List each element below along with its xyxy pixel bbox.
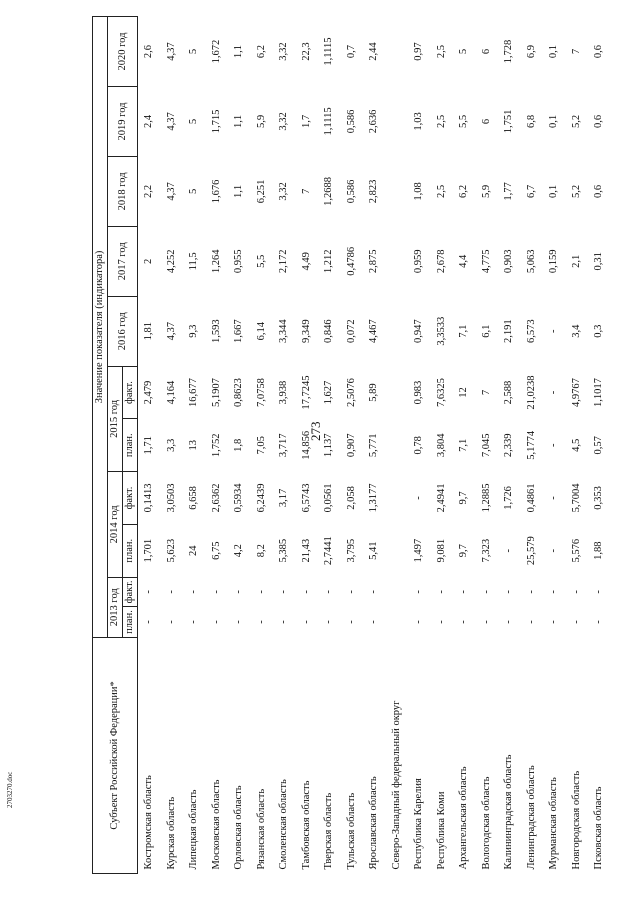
page-number: 273 xyxy=(308,421,323,441)
cell-y2017: 0,159 xyxy=(548,249,560,274)
cell-y2014-plan: 24 xyxy=(188,545,200,556)
region-name: Тверская область xyxy=(323,792,335,870)
cell-y2013-fact: - xyxy=(458,590,470,594)
cell-y2016: 3,344 xyxy=(278,319,290,344)
header-year-2020: 2020 год xyxy=(108,17,138,87)
cell-y2017: 2,1 xyxy=(570,254,582,268)
cell-y2014-fact: - xyxy=(548,496,560,500)
footer-file-name: 2703270.doc xyxy=(6,771,14,808)
cell-y2020: 6,9 xyxy=(525,44,537,59)
table-row xyxy=(341,17,364,874)
cell-y2014-plan: 21,43 xyxy=(300,538,312,563)
cell-y2015-fact: 7,0758 xyxy=(255,378,267,407)
cell-y2020: 22,3 xyxy=(300,42,312,61)
cell-y2013-fact: - xyxy=(143,590,155,594)
cell-y2018: 2,823 xyxy=(368,179,380,204)
header-2013-fact: факт. xyxy=(123,577,138,607)
cell-y2015-plan: 3,717 xyxy=(278,433,290,458)
cell-y2014-plan: 8,2 xyxy=(255,544,267,558)
cell-y2018 xyxy=(386,156,409,226)
cell-y2015-fact: 1,1017 xyxy=(593,378,605,407)
cell-y2013-fact xyxy=(386,577,409,607)
header-year-2015: 2015 год xyxy=(108,366,123,471)
cell-y2018: 1,2688 xyxy=(323,176,335,206)
cell-y2014-fact: 1,726 xyxy=(503,486,515,510)
table-row xyxy=(251,17,274,874)
cell-y2020: 1,728 xyxy=(503,39,515,64)
cell-y2015-plan xyxy=(386,419,409,472)
cell-y2019: 1,715 xyxy=(210,109,222,134)
cell-y2020: 0,6 xyxy=(593,44,605,59)
cell-y2013-fact: - xyxy=(480,590,492,594)
cell-y2013-fact: - xyxy=(210,590,222,594)
cell-y2014-plan xyxy=(386,524,409,577)
cell-y2013-fact: - xyxy=(570,590,582,594)
region-name: Курская область xyxy=(165,796,177,870)
table-row xyxy=(453,17,476,874)
cell-y2017: 0,955 xyxy=(233,249,245,274)
cell-y2013-plan: - xyxy=(593,620,605,624)
cell-y2019: 5,5 xyxy=(458,114,470,129)
cell-y2014-fact: 6,658 xyxy=(188,486,200,510)
cell-y2013-plan: - xyxy=(278,620,290,624)
cell-y2014-fact: 1,2885 xyxy=(480,483,492,513)
cell-y2015-fact: - xyxy=(548,390,560,395)
cell-y2016: 6,573 xyxy=(525,319,537,344)
cell-y2017: 0,959 xyxy=(413,249,425,274)
cell-y2015-plan: 0,78 xyxy=(413,436,425,455)
cell-y2015-fact: 12 xyxy=(458,387,470,398)
cell-y2013-fact: - xyxy=(188,590,200,594)
cell-y2015-plan: 3,3 xyxy=(165,438,177,452)
table-row xyxy=(476,17,499,874)
cell-y2013-plan: - xyxy=(525,620,537,624)
rotated-table-container xyxy=(92,16,611,874)
cell-y2014-fact: 0,353 xyxy=(593,486,605,510)
table-row xyxy=(183,17,206,874)
cell-y2014-fact xyxy=(386,472,409,525)
cell-y2016: 1,593 xyxy=(210,319,222,344)
cell-y2019: 1,751 xyxy=(503,109,515,134)
cell-y2017: 4,49 xyxy=(300,252,312,271)
cell-y2018: 0,586 xyxy=(345,179,357,204)
cell-y2016: 6,1 xyxy=(480,324,492,338)
cell-y2016: 3,3533 xyxy=(435,316,447,346)
region-name: Вологодская область xyxy=(480,776,492,870)
cell-y2014-fact: 0,0561 xyxy=(323,483,335,513)
cell-y2019: 2,4 xyxy=(143,114,155,129)
cell-y2013-fact: - xyxy=(435,590,447,594)
cell-y2015-fact: 0,983 xyxy=(413,380,425,405)
cell-y2015-fact: 3,938 xyxy=(278,380,290,405)
cell-y2020 xyxy=(386,17,409,87)
cell-y2016: - xyxy=(548,329,560,333)
region-name: Ленинградская область xyxy=(525,765,537,870)
cell-y2014-plan: 2,7441 xyxy=(323,536,335,566)
cell-y2013-plan: - xyxy=(548,620,560,624)
cell-y2015-fact: 7 xyxy=(480,389,492,396)
cell-y2013-fact: - xyxy=(548,590,560,594)
cell-y2015-plan: 5,771 xyxy=(368,433,380,458)
cell-y2016: 7,1 xyxy=(458,324,470,338)
cell-y2015-fact: 16,677 xyxy=(188,378,200,407)
cell-y2015-fact: 4,164 xyxy=(165,380,177,405)
cell-y2016: 2,191 xyxy=(503,319,515,344)
table-row xyxy=(363,17,386,874)
cell-y2020: 0,97 xyxy=(413,42,425,61)
cell-y2013-fact: - xyxy=(278,590,290,594)
cell-y2016: 0,072 xyxy=(345,319,357,344)
region-name: Ярославская область xyxy=(368,776,380,870)
table-row xyxy=(408,17,431,874)
header-2014-fact: факт. xyxy=(123,472,138,525)
region-name: Московская область xyxy=(210,779,222,870)
region-name: Республика Карелия xyxy=(413,778,425,870)
cell-y2017: 4,4 xyxy=(458,254,470,268)
cell-y2017: 1,264 xyxy=(210,249,222,274)
cell-y2014-fact: 3,0503 xyxy=(165,483,177,513)
cell-y2017: 1,212 xyxy=(323,249,335,274)
cell-y2015-plan: 0,57 xyxy=(593,436,605,455)
cell-y2014-plan: 5,623 xyxy=(165,538,177,563)
cell-y2014-plan: 1,497 xyxy=(413,538,425,563)
cell-y2020: 6 xyxy=(480,48,492,55)
cell-y2013-plan: - xyxy=(210,620,222,624)
table-row xyxy=(498,17,521,874)
cell-y2013-plan: - xyxy=(413,620,425,624)
cell-y2019: 5 xyxy=(188,118,200,125)
cell-y2014-fact: 3,17 xyxy=(278,488,290,508)
header-year-2014: 2014 год xyxy=(108,472,123,577)
cell-y2014-plan: - xyxy=(548,548,560,553)
cell-y2013-plan: - xyxy=(458,620,470,624)
cell-y2014-plan: 4,2 xyxy=(233,544,245,558)
cell-y2016 xyxy=(386,296,409,366)
table-row xyxy=(543,17,566,874)
header-year-2019: 2019 год xyxy=(108,87,138,157)
table-row xyxy=(273,17,296,874)
table-row xyxy=(228,17,251,874)
cell-y2019: 0,6 xyxy=(593,114,605,129)
cell-y2015-fact: 1,627 xyxy=(323,380,335,405)
cell-y2015-plan: 2,339 xyxy=(503,433,515,458)
cell-y2013-fact: - xyxy=(233,590,245,594)
region-name: Мурманская область xyxy=(548,777,560,870)
cell-y2018: 3,32 xyxy=(278,182,290,201)
region-name: Рязанская область xyxy=(255,788,267,870)
cell-y2014-plan: 7,323 xyxy=(480,538,492,563)
cell-y2015-plan: 0,907 xyxy=(345,433,357,458)
cell-y2018: 1,77 xyxy=(503,182,515,201)
cell-y2017: 11,5 xyxy=(188,252,200,271)
cell-y2015-fact: 7,6325 xyxy=(435,378,447,407)
cell-y2020: 6,2 xyxy=(255,44,267,59)
cell-y2016: 3,4 xyxy=(570,324,582,338)
cell-y2019 xyxy=(386,87,409,157)
region-name: Тамбовская область xyxy=(300,780,312,870)
region-name: Костромская область xyxy=(143,775,155,870)
cell-y2016: 4,37 xyxy=(165,322,177,341)
region-name: Республика Коми xyxy=(435,791,447,870)
cell-y2014-fact: 1,3177 xyxy=(368,483,380,513)
cell-y2020: 2,6 xyxy=(143,44,155,59)
cell-y2014-plan: 1,701 xyxy=(143,538,155,563)
cell-y2019: 2,5 xyxy=(435,114,447,129)
cell-y2019: 1,7 xyxy=(300,114,312,129)
cell-y2013-plan xyxy=(386,607,409,638)
cell-y2013-fact: - xyxy=(525,590,537,594)
cell-y2019: 5,2 xyxy=(570,114,582,129)
cell-y2015-plan: 1,752 xyxy=(210,433,222,458)
region-name: Калининградская область xyxy=(503,754,515,870)
region-name: Смоленская область xyxy=(278,779,290,870)
cell-y2020: 5 xyxy=(188,48,200,55)
cell-y2016: 4,467 xyxy=(368,319,380,344)
cell-y2013-plan: - xyxy=(435,620,447,624)
cell-y2018: 1,08 xyxy=(413,182,425,201)
cell-y2017: 0,4786 xyxy=(345,246,357,276)
cell-y2019: 0,586 xyxy=(345,109,357,134)
cell-y2016: 9,349 xyxy=(300,319,312,344)
cell-y2020: 7 xyxy=(570,48,582,55)
cell-y2017: 4,252 xyxy=(165,249,177,274)
cell-y2015-fact: 21,0238 xyxy=(525,375,537,410)
cell-y2018: 2,2 xyxy=(143,184,155,198)
cell-y2015-fact: 2,588 xyxy=(503,380,515,405)
table-row xyxy=(521,17,544,874)
cell-y2015-plan: 13 xyxy=(188,440,200,451)
region-name: Псковская область xyxy=(593,786,605,870)
cell-y2013-fact: - xyxy=(345,590,357,594)
cell-y2015-fact: 5,89 xyxy=(368,383,380,402)
cell-y2013-fact: - xyxy=(413,590,425,594)
cell-y2019: 4,37 xyxy=(165,112,177,131)
cell-y2019: 0,1 xyxy=(548,114,560,129)
cell-y2015-plan: 4,5 xyxy=(570,438,582,452)
cell-y2014-plan: 25,579 xyxy=(525,536,537,566)
cell-y2015-plan: 1,8 xyxy=(233,438,245,452)
cell-y2013-plan: - xyxy=(255,620,267,624)
region-name: Архангельская область xyxy=(458,766,470,870)
cell-y2018: 6,7 xyxy=(525,184,537,198)
cell-y2017: 2,678 xyxy=(435,249,447,274)
table-row xyxy=(138,17,161,874)
cell-y2014-fact: 9,7 xyxy=(458,491,470,505)
cell-y2018: 0,1 xyxy=(548,184,560,198)
cell-y2017: 0,903 xyxy=(503,249,515,274)
cell-y2013-plan: - xyxy=(570,620,582,624)
cell-y2018: 5,9 xyxy=(480,184,492,198)
cell-y2015-plan: 7,1 xyxy=(458,438,470,452)
cell-y2019: 1,1 xyxy=(233,114,245,129)
cell-y2014-plan: 1,88 xyxy=(593,541,605,560)
cell-y2015-fact: 4,9767 xyxy=(570,378,582,407)
cell-y2015-fact: 2,5076 xyxy=(345,378,357,407)
table-header xyxy=(93,17,138,874)
cell-y2019: 6 xyxy=(480,118,492,125)
region-name: Северо-Западный федеральный округ xyxy=(390,700,402,870)
cell-y2016: 0,947 xyxy=(413,319,425,344)
cell-y2020: 5 xyxy=(458,48,470,55)
cell-y2020: 3,32 xyxy=(278,42,290,61)
cell-y2019: 6,8 xyxy=(525,114,537,129)
cell-y2018: 1,676 xyxy=(210,179,222,204)
cell-y2018: 4,37 xyxy=(165,182,177,201)
cell-y2013-fact: - xyxy=(323,590,335,594)
cell-y2014-plan: - xyxy=(503,548,515,553)
indicator-table xyxy=(92,16,611,874)
cell-y2020: 1,1 xyxy=(233,44,245,59)
header-subject: Субъект Российской Федерации* xyxy=(93,637,138,873)
cell-y2014-fact: 0,4861 xyxy=(525,483,537,513)
cell-y2016: 1,81 xyxy=(143,322,155,341)
cell-y2015-fact xyxy=(386,366,409,419)
cell-y2017 xyxy=(386,226,409,296)
cell-y2014-plan: 6,75 xyxy=(210,541,222,560)
cell-y2013-plan: - xyxy=(368,620,380,624)
cell-y2015-plan: - xyxy=(548,443,560,448)
cell-y2018: 1,1 xyxy=(233,184,245,198)
cell-y2016: 6,14 xyxy=(255,322,267,341)
cell-y2013-fact: - xyxy=(300,590,312,594)
cell-y2013-fact: - xyxy=(593,590,605,594)
cell-y2020: 2,5 xyxy=(435,44,447,59)
cell-y2015-fact: 17,7245 xyxy=(300,375,312,410)
cell-y2014-plan: 9,7 xyxy=(458,544,470,558)
cell-y2013-fact: - xyxy=(503,590,515,594)
cell-y2018: 0,6 xyxy=(593,184,605,198)
cell-y2018: 6,2 xyxy=(458,184,470,198)
cell-y2014-fact: 0,1413 xyxy=(143,483,155,513)
header-year-2017: 2017 год xyxy=(108,226,138,296)
cell-y2013-plan: - xyxy=(300,620,312,624)
cell-y2019: 5,9 xyxy=(255,114,267,129)
cell-y2015-fact: 2,479 xyxy=(143,380,155,405)
cell-y2014-plan: 3,795 xyxy=(345,538,357,563)
table-row xyxy=(431,17,454,874)
cell-y2016: 0,846 xyxy=(323,319,335,344)
table-row xyxy=(588,17,611,874)
cell-y2018: 7 xyxy=(300,188,312,195)
cell-y2017: 2 xyxy=(143,258,155,264)
cell-y2017: 5,5 xyxy=(255,254,267,268)
table-row xyxy=(318,17,341,874)
cell-y2014-plan: 5,576 xyxy=(570,538,582,563)
cell-y2020: 0,1 xyxy=(548,44,560,59)
cell-y2014-plan: 9,081 xyxy=(435,538,447,563)
cell-y2014-fact: 2,4941 xyxy=(435,483,447,513)
cell-y2014-fact: 6,2439 xyxy=(255,483,267,513)
cell-y2013-fact: - xyxy=(368,590,380,594)
region-name: Липецкая область xyxy=(188,789,200,870)
cell-y2013-plan: - xyxy=(188,620,200,624)
cell-y2013-fact: - xyxy=(255,590,267,594)
cell-y2019: 1,1115 xyxy=(323,107,335,136)
cell-y2019: 1,03 xyxy=(413,112,425,131)
cell-y2014-fact: 2,058 xyxy=(345,486,357,510)
table-row xyxy=(161,17,184,874)
cell-y2013-plan: - xyxy=(233,620,245,624)
cell-y2013-plan: - xyxy=(480,620,492,624)
cell-y2013-plan: - xyxy=(165,620,177,624)
cell-y2016: 9,3 xyxy=(188,324,200,338)
cell-y2018: 5 xyxy=(188,188,200,195)
cell-y2015-fact: 0,8623 xyxy=(233,378,245,407)
cell-y2014-plan: 5,385 xyxy=(278,538,290,563)
header-year-2016: 2016 год xyxy=(108,296,138,366)
cell-y2015-plan: 7,05 xyxy=(255,436,267,455)
cell-y2014-fact: 2,6362 xyxy=(210,483,222,513)
region-name: Орловская область xyxy=(233,785,245,870)
cell-y2015-fact: 5,1907 xyxy=(210,378,222,407)
cell-y2019: 3,32 xyxy=(278,112,290,131)
cell-y2013-plan: - xyxy=(503,620,515,624)
header-2015-plan: план. xyxy=(123,419,138,472)
cell-y2017: 0,31 xyxy=(593,252,605,271)
cell-y2015-plan: 1,71 xyxy=(143,436,155,455)
cell-y2017: 4,775 xyxy=(480,249,492,274)
header-2015-fact: факт. xyxy=(123,366,138,419)
table-row xyxy=(206,17,229,874)
header-2014-plan: план. xyxy=(123,524,138,577)
region-name: Тульская область xyxy=(345,792,357,870)
cell-y2014-fact: 0,5934 xyxy=(233,483,245,513)
cell-y2020: 4,37 xyxy=(165,42,177,61)
cell-y2013-plan: - xyxy=(323,620,335,624)
cell-y2014-fact: 6,5743 xyxy=(300,483,312,513)
cell-y2019: 2,636 xyxy=(368,109,380,134)
table-row xyxy=(296,17,319,874)
table-row xyxy=(566,17,589,874)
cell-y2015-plan: 7,045 xyxy=(480,433,492,458)
header-year-2018: 2018 год xyxy=(108,156,138,226)
region-name: Новгородская область xyxy=(570,770,582,870)
header-indicator-value: Значение показателя (индикатора) xyxy=(93,17,108,638)
header-2013-plan: план. xyxy=(123,607,138,638)
cell-y2020: 2,44 xyxy=(368,42,380,61)
cell-y2014-plan: 5,41 xyxy=(368,541,380,560)
cell-y2013-fact: - xyxy=(165,590,177,594)
cell-y2015-plan: 5,1774 xyxy=(525,430,537,460)
cell-y2015-plan: 1,137 xyxy=(323,433,335,458)
header-year-2013: 2013 год xyxy=(108,577,123,637)
table-body xyxy=(138,17,611,874)
cell-y2015-plan: 14,856 xyxy=(300,430,312,460)
cell-y2020: 1,672 xyxy=(210,39,222,64)
cell-y2018: 6,251 xyxy=(255,179,267,204)
table-section-row xyxy=(386,17,409,874)
cell-y2015-plan: 3,804 xyxy=(435,433,447,458)
cell-y2020: 0,7 xyxy=(345,44,357,59)
cell-y2017: 2,875 xyxy=(368,249,380,274)
cell-y2017: 5,063 xyxy=(525,249,537,274)
cell-y2020: 1,1115 xyxy=(323,37,335,66)
cell-y2016: 1,667 xyxy=(233,319,245,344)
cell-y2016: 0,3 xyxy=(593,324,605,338)
cell-y2014-fact: - xyxy=(413,496,425,500)
cell-y2013-plan: - xyxy=(345,620,357,624)
cell-y2018: 2,5 xyxy=(435,184,447,198)
cell-y2017: 2,172 xyxy=(278,249,290,274)
cell-y2013-plan: - xyxy=(143,620,155,624)
cell-y2014-fact: 5,7004 xyxy=(570,483,582,513)
cell-y2018: 5,2 xyxy=(570,184,582,198)
